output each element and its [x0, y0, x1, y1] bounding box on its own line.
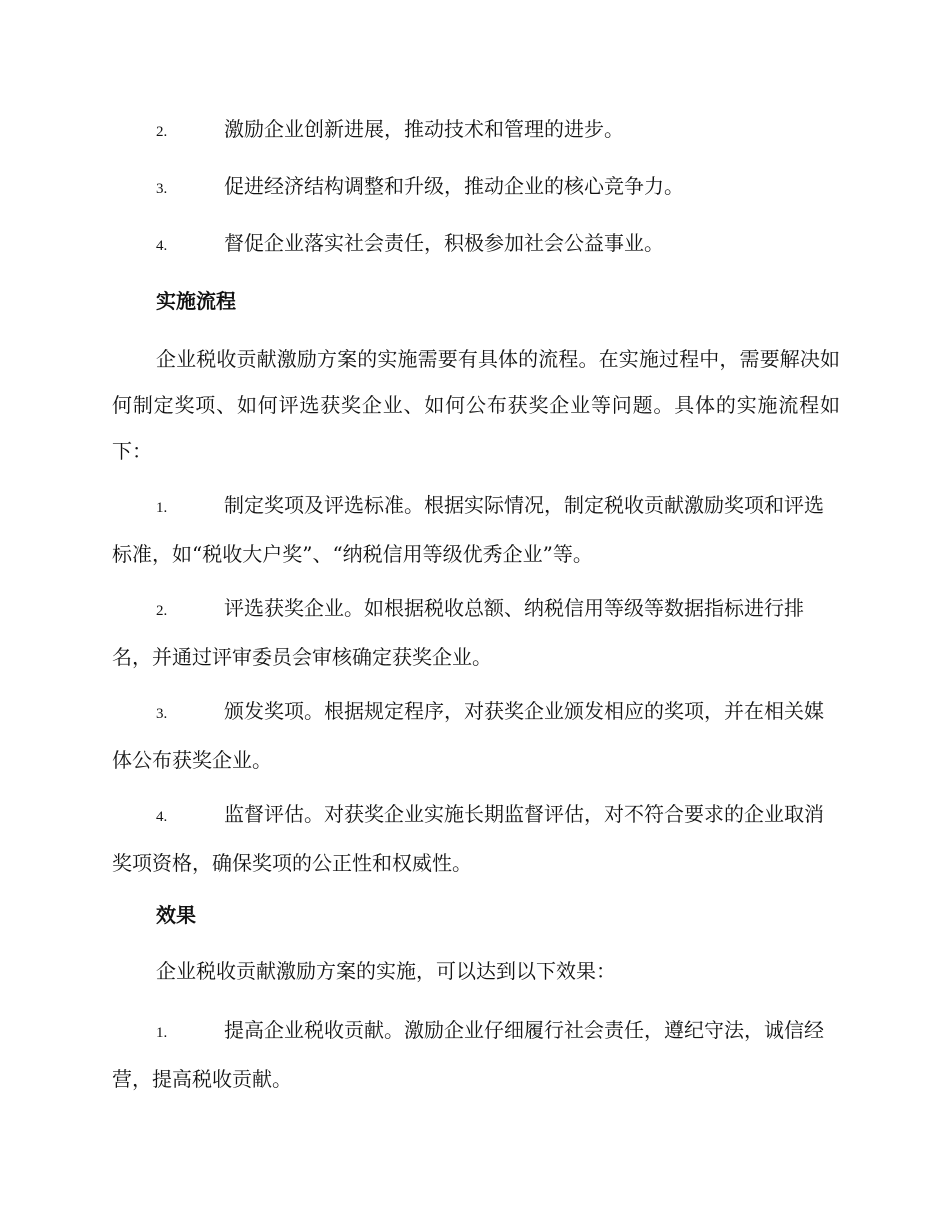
list-number: 2. — [156, 124, 168, 140]
list-number: 4. — [156, 238, 168, 254]
process-intro-paragraph: 企业税收贡献激励方案的实施需要有具体的流程。在实施过程中，需要解决如何制定奖项、如何评选获奖企业、如何公布获奖企业等问题。具体的实施流程如下： — [112, 347, 840, 463]
list-item — [112, 163, 840, 212]
list-text: 激励企业创新进展，推动技术和管理的进步。 — [224, 117, 624, 141]
list-item — [112, 585, 840, 680]
list-number: 3. — [156, 181, 168, 197]
list-text: 监督评估。对获奖企业实施长期监督评估，对不符合要求的企业取消奖项资格，确保奖项的公正性和权威性。 — [112, 802, 824, 875]
section-heading-process: 实施流程 — [156, 289, 236, 313]
list-text: 促进经济结构调整和升级，推动企业的核心竞争力。 — [224, 174, 684, 198]
list-item — [112, 482, 840, 577]
list-item — [112, 688, 840, 783]
list-text: 提高企业税收贡献。激励企业仔细履行社会责任，遵纪守法，诚信经营，提高税收贡献。 — [112, 1018, 824, 1091]
list-text: 评选获奖企业。如根据税收总额、纳税信用等级等数据指标进行排名，并通过评审委员会审核确定获奖企业。 — [112, 596, 804, 669]
list-number: 1. — [156, 500, 168, 516]
list-item — [112, 106, 840, 155]
list-number: 1. — [156, 1025, 168, 1041]
list-text: 颁发奖项。根据规定程序，对获奖企业颁发相应的奖项，并在相关媒体公布获奖企业。 — [112, 699, 824, 772]
list-item — [112, 1007, 840, 1102]
effect-intro-paragraph: 企业税收贡献激励方案的实施，可以达到以下效果： — [156, 959, 616, 983]
list-text: 制定奖项及评选标准。根据实际情况，制定税收贡献激励奖项和评选标准，如“税收大户奖”、“纳税信用等级优秀企业”等。 — [112, 493, 824, 566]
list-item — [112, 220, 840, 269]
list-text: 督促企业落实社会责任，积极参加社会公益事业。 — [224, 231, 664, 255]
list-number: 3. — [156, 706, 168, 722]
list-number: 2. — [156, 603, 168, 619]
list-item — [112, 791, 840, 886]
list-number: 4. — [156, 809, 168, 825]
section-heading-effect: 效果 — [156, 903, 196, 927]
